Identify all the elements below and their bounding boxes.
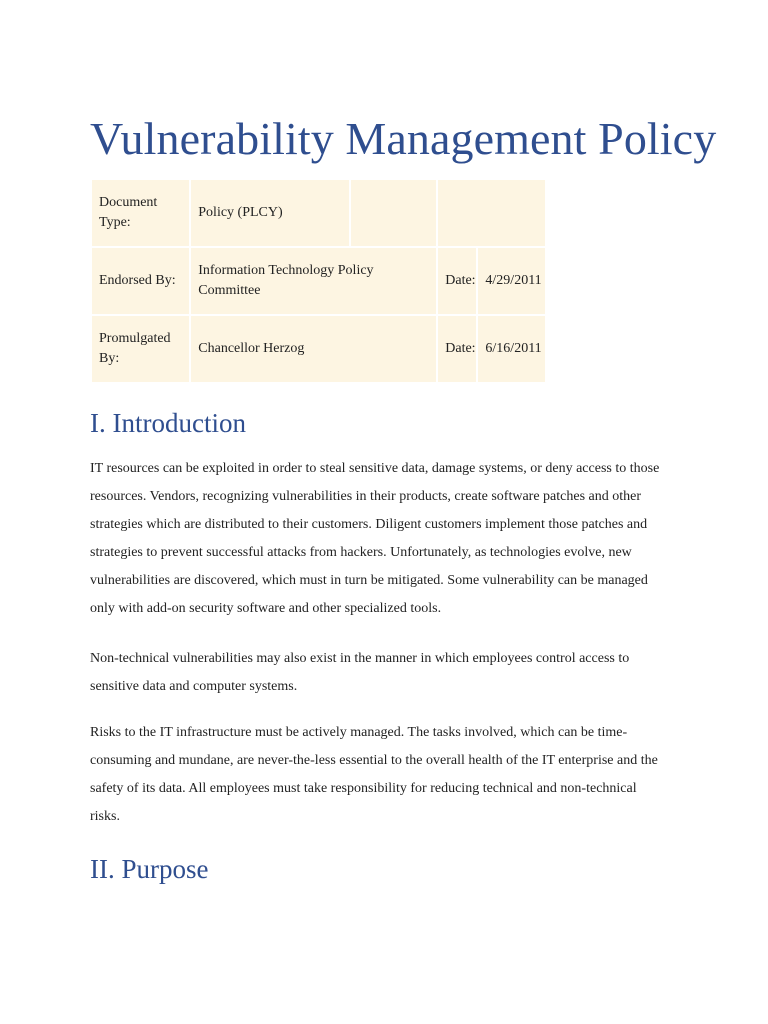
empty-cell <box>350 179 437 247</box>
table-row-promulgated-by <box>91 315 546 383</box>
promulgated-by-value: Chancellor Herzog <box>190 315 437 383</box>
promulgated-date-label: Date: <box>437 315 477 383</box>
introduction-paragraph-2: Non-technical vulnerabilities may also exist in the manner in which employees control access to sensitive data and computer systems. <box>90 651 630 694</box>
section-heading-introduction: I. Introduction <box>90 408 246 438</box>
endorsed-date-value: 4/29/2011 <box>477 247 546 315</box>
document-type-label: Document Type: <box>91 179 190 247</box>
endorsed-by-label: Endorsed By: <box>91 247 190 315</box>
table-row-document-type <box>91 179 546 247</box>
section-heading-purpose: II. Purpose <box>90 854 209 884</box>
table-row-endorsed-by <box>91 247 546 315</box>
introduction-paragraph-3: Risks to the IT infrastructure must be actively managed. The tasks involved, which can be time- consuming and mundane, are never-the-less essential to the overall health of the IT enterprise and the safety of its data. All employees must take responsibility for reducing technical and non-technical risks. <box>90 725 658 824</box>
introduction-paragraph-1: IT resources can be exploited in order to steal sensitive data, damage systems, or deny access to those resources. Vendors, recognizing vulnerabilities in their products, create software patches and other strategies which are distributed to their customers. Diligent customers implement those patches and strategies to prevent successful attacks from hackers. Unfortunately, as technologies evolve, new vulnerabilities are discovered, which must in turn be mitigated. Some vulnerability can be managed only with add-on security software and other specialized tools. <box>90 461 660 616</box>
promulgated-by-label: Promulgated By: <box>91 315 190 383</box>
empty-cell <box>437 179 546 247</box>
promulgated-date-value: 6/16/2011 <box>477 315 546 383</box>
document-metadata-table <box>90 178 547 384</box>
endorsed-by-value: Information Technology Policy Committee <box>190 247 437 315</box>
document-type-value: Policy (PLCY) <box>190 179 350 247</box>
document-title: Vulnerability Management Policy <box>90 113 717 164</box>
endorsed-date-label: Date: <box>437 247 477 315</box>
